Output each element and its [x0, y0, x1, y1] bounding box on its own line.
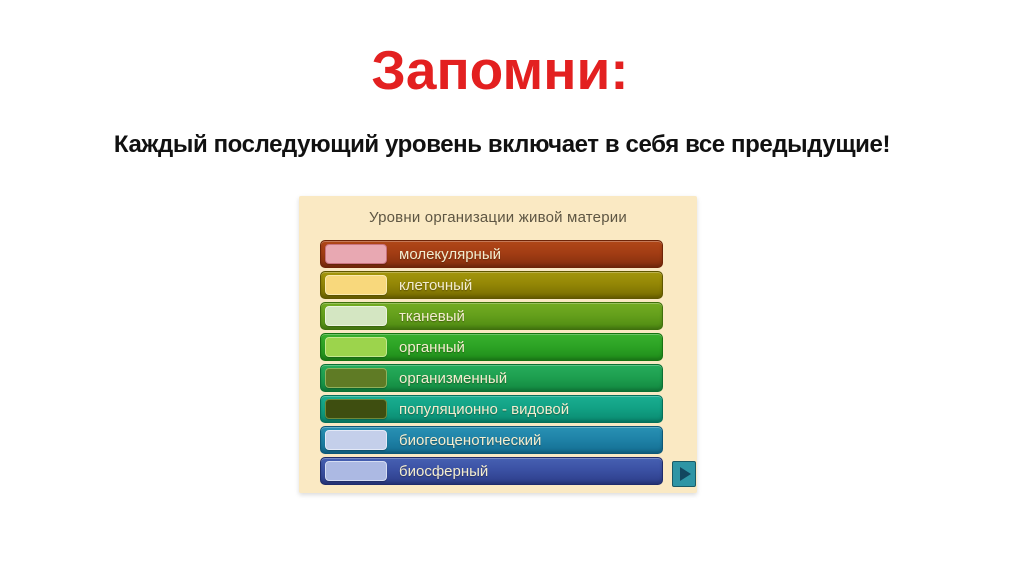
level-swatch: [325, 368, 387, 388]
level-swatch: [325, 275, 387, 295]
level-row-biosphere: [320, 457, 663, 485]
level-row-organism: [320, 364, 663, 392]
level-swatch: [325, 430, 387, 450]
level-label: молекулярный: [399, 245, 501, 263]
slide-title: Запомни:: [371, 39, 629, 101]
level-swatch: [325, 337, 387, 357]
level-row-biogeocenotic: [320, 426, 663, 454]
levels-list: [320, 240, 663, 488]
level-row-tissue: [320, 302, 663, 330]
levels-diagram-panel: [299, 196, 697, 493]
level-label: тканевый: [399, 307, 465, 325]
level-row-molecular: [320, 240, 663, 268]
level-label: популяционно - видовой: [399, 400, 570, 418]
next-slide-button[interactable]: [672, 461, 696, 487]
diagram-header: Уровни организации живой материи: [369, 209, 627, 226]
level-swatch: [325, 461, 387, 481]
play-right-icon: [680, 467, 691, 481]
level-label: организменный: [399, 369, 508, 387]
level-swatch: [325, 244, 387, 264]
level-label: клеточный: [399, 276, 473, 294]
level-label: биосферный: [399, 462, 489, 480]
level-label: органный: [399, 338, 465, 356]
slide-subtitle: Каждый последующий уровень включает в себя все предыдущие!: [113, 131, 891, 158]
level-swatch: [325, 399, 387, 419]
level-row-population-species: [320, 395, 663, 423]
level-row-cellular: [320, 271, 663, 299]
level-swatch: [325, 306, 387, 326]
level-row-organ: [320, 333, 663, 361]
level-label: биогеоценотический: [399, 431, 542, 449]
